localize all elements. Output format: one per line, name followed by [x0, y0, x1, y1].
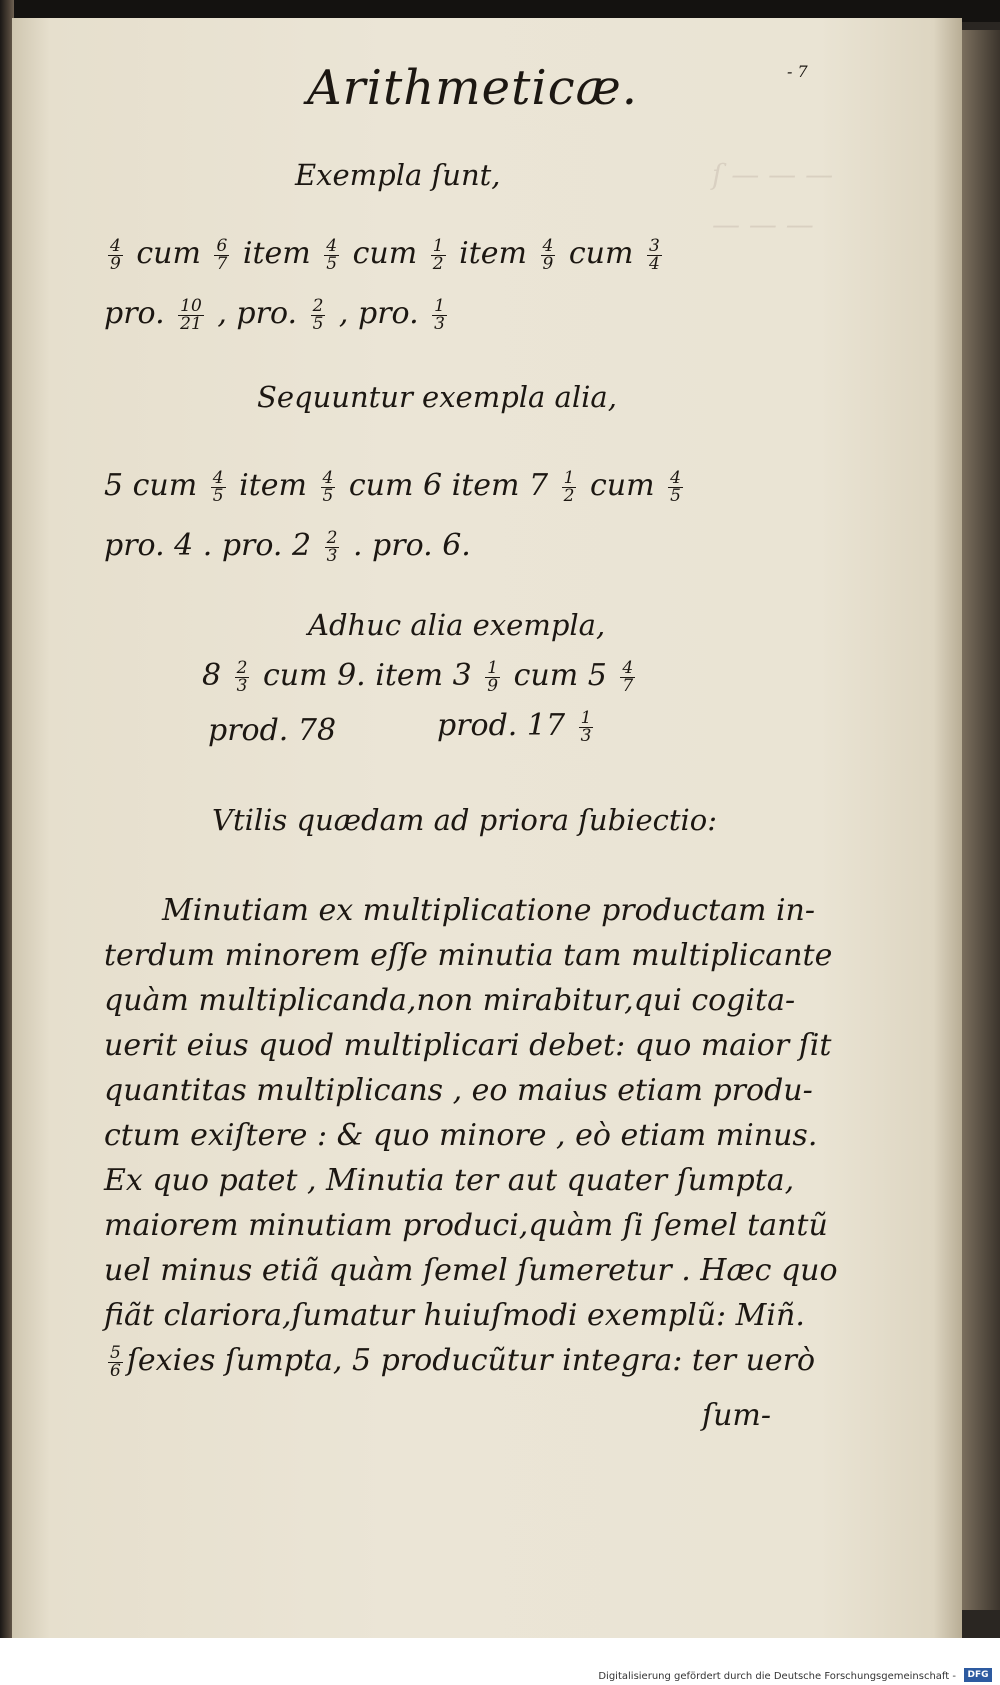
- running-title: Arithmeticæ.: [307, 60, 638, 116]
- paragraph-line: uerit eius quod multiplicari debet: quo maior ſit: [104, 1028, 832, 1063]
- paragraph-line: terdum minorem eſſe minutia tam multiplicante: [104, 938, 833, 973]
- fraction: $\frac{4}{9}$: [542, 235, 554, 274]
- text-run: cum 5: [504, 658, 617, 693]
- paragraph-last-line: [104, 1343, 815, 1380]
- examples-2-line-2: [104, 528, 471, 565]
- fraction: $\frac{1}{3}$: [434, 295, 445, 334]
- paragraph-line: uel minus etiã quàm ſemel ſumeretur . Hæc quo: [104, 1253, 838, 1288]
- fraction: $\frac{2}{3}$: [326, 527, 338, 566]
- fraction: $\frac{1}{2}$: [432, 235, 444, 274]
- fraction: $\frac{4}{9}$: [110, 235, 121, 274]
- examples-3-line-2a: prod. 78: [208, 713, 337, 748]
- page-mark: - 7: [787, 62, 808, 81]
- bleed-through: — — —: [712, 208, 814, 241]
- text-run: cum 6 item 7: [339, 468, 558, 503]
- fraction: $\frac{2}{5}$: [312, 295, 324, 334]
- bleed-through: ſ — — —: [712, 158, 834, 191]
- text-run: cum: [580, 468, 665, 503]
- fraction: $\frac{6}{7}$: [216, 235, 228, 274]
- text-run: cum: [559, 236, 643, 271]
- fraction: $\frac{4}{5}$: [326, 235, 338, 274]
- paragraph-line-text: ſexies ſumpta, 5 producũtur integra: ter uerò: [126, 1343, 816, 1378]
- text-run: . pro. 6.: [343, 528, 471, 563]
- examples-3-line-2b: [437, 708, 597, 745]
- subiectio-heading: Vtilis quædam ad priora ſubiectio:: [212, 803, 718, 837]
- paragraph-line: ctum exiſtere : & quo minore , eò etiam minus.: [104, 1118, 818, 1153]
- text-run: item: [233, 236, 321, 271]
- examples-1-line-1: [104, 236, 666, 273]
- dfg-credit: Digitalisierung gefördert durch die Deutsche Forschungsgemeinschaft -: [598, 1671, 956, 1682]
- text-run: 8: [202, 658, 231, 693]
- examples-heading-3: Adhuc alia exempla,: [308, 608, 606, 642]
- text-run: 5 cum: [104, 468, 207, 503]
- text-run: cum: [343, 236, 427, 271]
- examples-2-line-1: [104, 468, 687, 505]
- text-run: , pro.: [329, 296, 429, 331]
- paragraph-line: maiorem minutiam produci,quàm ſi ſemel tantũ: [104, 1208, 828, 1243]
- fraction: $\frac{4}{5}$: [212, 467, 224, 506]
- text-run: item: [229, 468, 317, 503]
- fraction: $\frac{1}{3}$: [580, 707, 592, 746]
- fraction: $\frac{1}{9}$: [487, 657, 499, 696]
- paragraph-line: Minutiam ex multiplicatione productam in-: [162, 893, 816, 928]
- examples-3-line-1: [202, 658, 639, 695]
- catchword: ſum-: [702, 1398, 772, 1433]
- fraction: $\frac{4}{5}$: [670, 467, 681, 506]
- fraction: $\frac{5}{6}$: [110, 1342, 121, 1381]
- examples-1-line-2: [104, 296, 451, 333]
- examples-heading-1: Exempla ſunt,: [295, 158, 501, 192]
- dfg-logo: DFG: [964, 1668, 992, 1682]
- text-run: , pro.: [207, 296, 307, 331]
- text-run: cum: [126, 236, 211, 271]
- text-run: pro. 4 . pro. 2: [104, 528, 321, 563]
- text-run: item: [449, 236, 537, 271]
- fraction: $\frac{1}{2}$: [563, 467, 575, 506]
- fraction: $\frac{2}{3}$: [236, 657, 248, 696]
- page-edge: [962, 30, 1000, 1610]
- examples-heading-2: Sequuntur exempla alia,: [257, 380, 617, 414]
- text-run: cum 9. item 3: [253, 658, 482, 693]
- paragraph-line: quàm multiplicanda,non mirabitur,qui cogita-: [104, 983, 796, 1018]
- paragraph-line: quantitas multiplicans , eo maius etiam produ-: [104, 1073, 813, 1108]
- paragraph-line: Ex quo patet , Minutia ter aut quater ſumpta,: [104, 1163, 795, 1198]
- text-run: prod. 17: [437, 708, 575, 743]
- book-page: [12, 18, 962, 1638]
- fraction: $\frac{4}{5}$: [322, 467, 334, 506]
- text-run: pro.: [104, 296, 175, 331]
- fraction: $\frac{10}{21}$: [180, 295, 202, 334]
- fraction: $\frac{4}{7}$: [622, 657, 634, 696]
- fraction: $\frac{3}{4}$: [648, 235, 660, 274]
- paragraph-line: fiãt clariora,ſumatur huiuſmodi exemplũ: Miñ.: [104, 1298, 805, 1333]
